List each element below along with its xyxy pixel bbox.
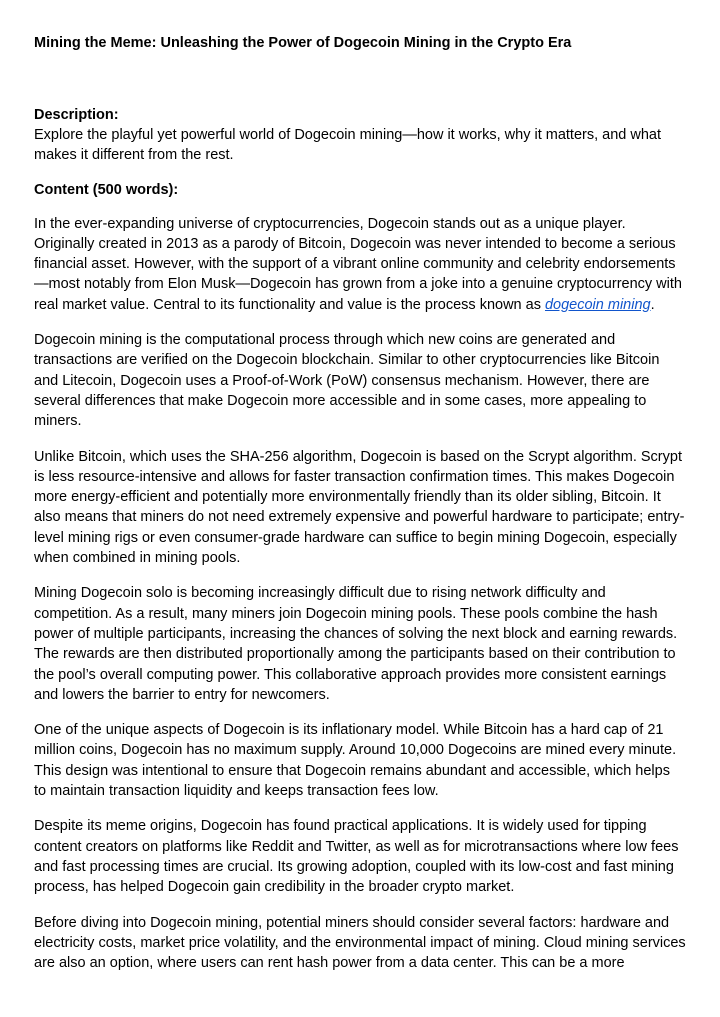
dogecoin-mining-link[interactable]: dogecoin mining <box>544 296 651 313</box>
paragraph-intro <box>34 214 686 315</box>
paragraph-3: Unlike Bitcoin, which uses the SHA-256 algorithm, Dogecoin is based on the Scrypt algorithm. Scrypt is less resource-intensive and allows for faster transaction confirmation times. This makes Dogecoin more energy-efficient and potentially more environmentally friendly than its older sibling, Bitcoin. It also means that miners do not need extremely expensive and powerful hardware to participate; entry-level mining rigs or even consumer-grade hardware can suffice to begin mining Dogecoin, especially when combined in mining pools. <box>34 448 685 567</box>
document-title: Mining the Meme: Unleashing the Power of Dogecoin Mining in the Crypto Era <box>34 35 572 51</box>
content-heading: Content (500 words): <box>34 181 179 198</box>
paragraph-6: Despite its meme origins, Dogecoin has found practical applications. It is widely used for tipping content creators on platforms like Reddit and Twitter, as well as for microtransactions where low fees and fast processing times are crucial. Its growing adoption, coupled with its low-cost and fast mining process, has helped Dogecoin gain credibility in the broader crypto market. <box>34 818 679 896</box>
paragraph-4: Mining Dogecoin solo is becoming increasingly difficult due to rising network difficulty and competition. As a result, many miners join Dogecoin mining pools. These pools combine the hash power of multiple participants, increasing the chances of solving the next block and earning rewards. The rewards are then distributed proportionally among the participants based on their contribution to the pool’s overall computing power. This collaborative approach provides more consistent earnings and lowers the barrier to entry for newcomers. <box>34 585 678 703</box>
paragraph-5: One of the unique aspects of Dogecoin is its inflationary model. While Bitcoin has a hard cap of 21 million coins, Dogecoin has no maximum supply. Around 10,000 Dogecoins are mined every minute. This design was intentional to ensure that Dogecoin remains abundant and accessible, which helps to maintain transaction liquidity and keeps transaction fees low. <box>34 722 677 800</box>
description-text: Explore the playful yet powerful world of Dogecoin mining—how it works, why it matters, and what makes it different from the rest. <box>34 127 662 164</box>
paragraph-2: Dogecoin mining is the computational process through which new coins are generated and transactions are verified on the Dogecoin blockchain. Similar to other cryptocurrencies like Bitcoin and Litecoin, Dogecoin uses a Proof-of-Work (PoW) consensus mechanism. However, there are several differences that make Dogecoin more accessible and in some cases, more appealing to miners. <box>34 332 660 430</box>
description-heading: Description: <box>34 107 119 123</box>
paragraph-intro-text: In the ever-expanding universe of cryptocurrencies, Dogecoin stands out as a unique player. Originally created in 2013 as a parody of Bitcoin, Dogecoin was never intended to become a serious financial asset. However, with the support of a vibrant online community and celebrity endorsements—most notably from Elon Musk—Dogecoin has grown from a joke into a genuine cryptocurrency with real market value. Central to its functionality and value is the process known as <box>34 215 682 313</box>
paragraph-intro-end: . <box>650 296 655 313</box>
paragraph-7: Before diving into Dogecoin mining, potential miners should consider several factors: hardware and electricity costs, market price volatility, and the environmental impact of mining. Cloud mining services are also an option, where users can rent hash power from a data center. This can be a more <box>34 914 686 972</box>
